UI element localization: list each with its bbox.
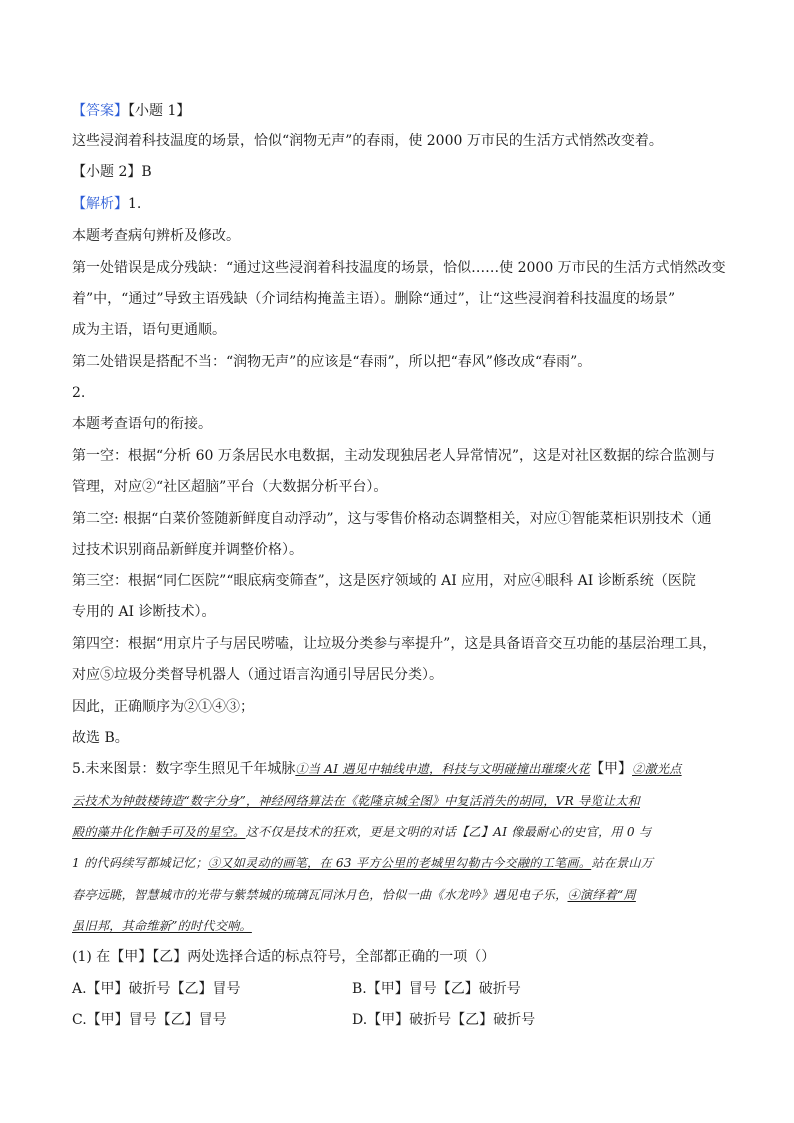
analysis-line: 第一空：根据“分析 60 万条居民水电数据，主动发现独居老人异常情况”，这是对社区数据的综合监测与 [72, 448, 716, 464]
q5-passage-line [72, 885, 636, 905]
analysis-line: 第一处错误是成分残缺：“通过这些浸润着科技温度的场景，恰似……使 2000 万市民的生活方式悄然改变 [72, 260, 726, 276]
analysis-line: 管理，对应②“社区超脑”平台（大数据分析平台）。 [72, 479, 388, 495]
passage-text: 1 的代码续写都城记忆； [72, 856, 208, 870]
answer-heading [72, 101, 190, 121]
option-c: C.【甲】冒号【乙】冒号 [72, 1012, 227, 1028]
passage-underlined: ②激光点 [632, 762, 682, 776]
passage-text: 站在景山万 [591, 856, 654, 870]
analysis-line: 过技术识别商品新鲜度并调整价格）。 [72, 542, 303, 558]
passage-text: 这不仅是技术的狂欢，更是文明的对话【乙】AI 像最耐心的史官，用 0 与 [245, 825, 652, 839]
q1-answer-text: 这些浸润着科技温度的场景，恰似“润物无声”的春雨，使 2000 万市民的生活方式悄然改变着。 [72, 133, 663, 149]
analysis-heading [72, 194, 141, 214]
passage-underlined: ③又如灵动的画笔，在 63 平方公里的老城里勾勒古今交融的工笔画。 [207, 856, 592, 870]
analysis-line: 着”中，“通过”导致主语残缺（介词结构掩盖主语）。删除“通过”，让“这些浸润着科技温度的场景” [72, 291, 676, 307]
analysis-line: 第二空: 根据“白菜价签随新鲜度自动浮动”，这与零售价格动态调整相关，对应①智能菜柜识别技术（通 [72, 511, 712, 527]
passage-underlined: ④演绎着“周 [567, 888, 636, 902]
analysis-line: 第四空：根据“用京片子与居民唠嗑，让垃圾分类参与率提升”，这是具备语音交互功能的基层治理工具， [72, 636, 717, 652]
passage-underlined: 殿的藻井化作触手可及的星空。 [72, 825, 246, 839]
analysis-line: 对应⑤垃圾分类督导机器人（通过语言沟通引导居民分类）。 [72, 667, 443, 683]
answer-tag: 【答案】 [72, 103, 128, 119]
q5-passage-line [72, 822, 651, 842]
analysis-line: 第三空：根据“同仁医院”“眼底病变筛查”，这是医疗领域的 AI 应用，对应④眼科 AI 诊断系统（医院 [72, 573, 696, 589]
option-b: B.【甲】冒号【乙】破折号 [352, 981, 521, 997]
blank-jia: 【甲】 [590, 761, 633, 777]
passage-text: 春亭远眺，智慧城市的光带与紫禁城的琉璃瓦同沐月色，恰似一曲《水龙吟》遇见电子乐， [72, 888, 568, 902]
q5-passage-line [72, 916, 252, 936]
q5-lead: 5.未来图景：数字孪生照见千年城脉 [72, 761, 296, 777]
analysis-line: 成为主语，语句更通顺。 [72, 322, 226, 338]
passage-underlined: 云技术为钟鼓楼铸造“数字分身”，神经网络算法在《乾隆京城全图》中复活消失的胡同，VR 导览让太和 [72, 794, 640, 808]
analysis-line: 专用的 AI 诊断技术）。 [72, 604, 216, 620]
q5-passage-line [72, 791, 640, 811]
analysis-num-2: 2. [72, 385, 86, 401]
q5-passage-line [72, 759, 682, 779]
q1-label: 【小题 1】 [128, 103, 191, 119]
option-d: D.【甲】破折号【乙】破折号 [352, 1012, 536, 1028]
analysis-line: 本题考查语句的衔接。 [72, 416, 212, 432]
passage-underlined: 虽旧邦，其命维新”的时代交响。 [72, 919, 252, 933]
q5-question: (1) 在【甲】【乙】两处选择合适的标点符号，全部都正确的一项（） [72, 949, 496, 965]
analysis-line: 因此，正确顺序为②①④③； [72, 699, 254, 715]
q2-answer-text: 【小题 2】B [72, 164, 152, 180]
analysis-line: 本题考查病句辨析及修改。 [72, 228, 240, 244]
passage-underlined: ①当 AI 遇见中轴线申遗，科技与文明碰撞出璀璨火花 [295, 762, 591, 776]
analysis-tag: 【解析】 [72, 196, 128, 212]
analysis-line: 第二处错误是搭配不当：“润物无声”的应该是“春雨”，所以把“春风”修改成“春雨”。 [72, 354, 592, 370]
q5-passage-line [72, 853, 653, 873]
analysis-line: 故选 B。 [72, 730, 129, 746]
analysis-num-1: 1. [128, 196, 142, 212]
option-a: A.【甲】破折号【乙】冒号 [72, 981, 241, 997]
